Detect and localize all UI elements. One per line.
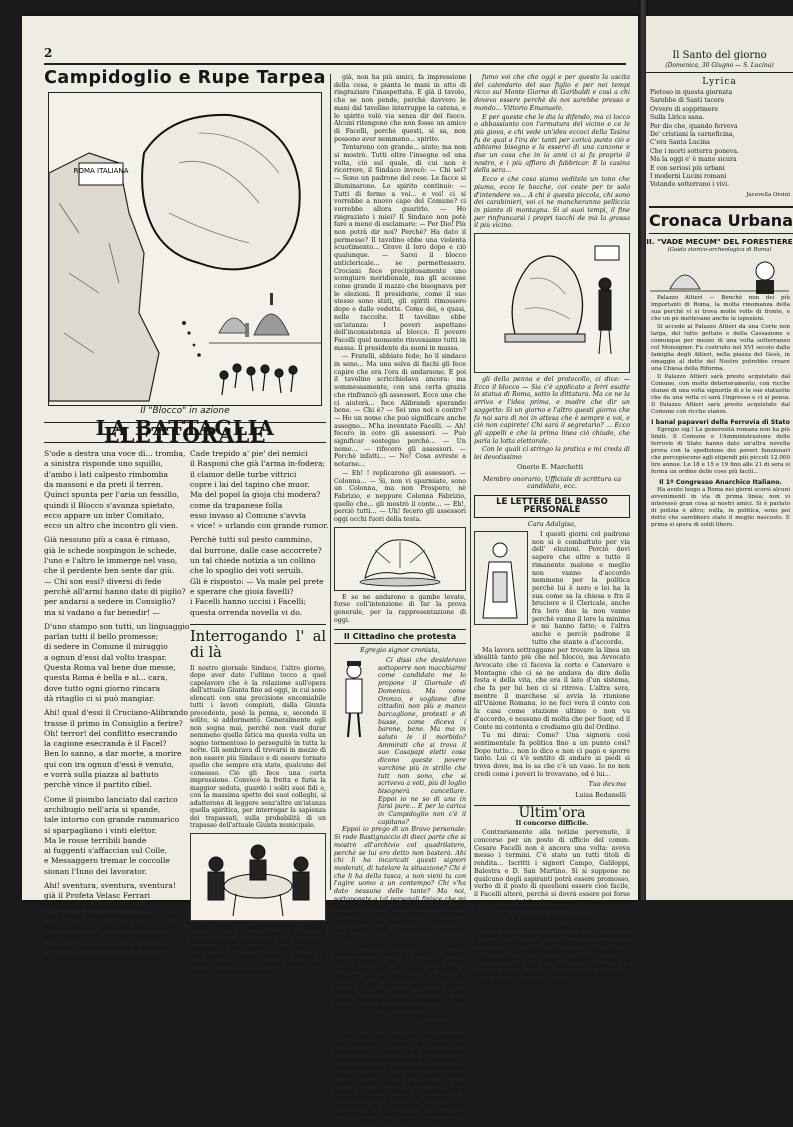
poem-left-line: sprona, lode, consiglia le schiere [44,942,171,952]
newspaper-page-right [646,16,793,900]
palazzo-illustration [650,255,789,295]
santo-poem-line: I moderni Lucini romani [650,173,727,181]
lettere-block [474,531,630,647]
article-title-battaglia: LA BATTAGLIA ELETTORALE [44,422,326,443]
mid-text-5: E se ne andarono a gambe levate, forse coll'intenzione di far la prova generale, per la rappresentazione di oggi. [334,593,466,624]
cittadino-block [334,657,466,826]
poem-left-line: sionan l'Inno dei lavorator. [44,866,147,876]
poem-left-line: dove tutto ogni giorno rincara [44,683,161,693]
poem-right-line: Perchè tutti sul pesto cammino, [190,535,313,545]
poem-left-line: e vorrà sulla piazza al battuto [44,770,159,780]
santo-poem-line: Sulla Lirica sana. [650,114,705,122]
page-number: 2 [44,46,53,60]
poem-left-line: Questa Roma val bene due messe, [44,663,176,673]
poem-left-line: Quinci spunta per l'aria un fessillo, [44,490,180,500]
poem-left-line: d'ambo i lati calpesto rimbomba [44,469,168,479]
mid-text-3: — Fratelli, abbiate fede; ho il sindaco in seno... Ma una selva di fischi gli fece capire che era l'ora di andarsene. E poi il tavolino scricchiolava ancora: ma sommessamente, con una certa grazia che rinfrancò gli assessori. Ecco uno che ci aiuterà... fece Alibrandi sperando bene. — Chi è? — Sei uno noi o contro? — Ho un nome che può significare anche assegno... M'ha inventato Facelli. — Ah! fecero in coro gli assessori. — Può significar sostegno perchè... — Un nome... — rifecero gli assessori. — Perchè infatti... — No! Cosa avreste a notarne... [334,353,466,469]
poem-left-line: perchè all'armi hanno dato di piglio? [44,586,186,596]
cartoon-caption: Il "Blocco" in azione [140,406,230,416]
poem-left-line: ai fuggenti s'affaccian sul Colle, [44,846,168,856]
ultima-text: Contrariamente alla notizie pervenute, il concorso per un posto di ufficio del comm. Cesare Facelli non è ancora una volta: aveva messo i termini. C'è stato un tutti titoli di rendita... Iscritti i signori Campo, Galiloppi, Balestra e D. San Martino. Sì si suppone ne qualcuno degli aspiranti potrà essere promosso, verbo di il posto di questioni essere cioè facile, il Facelli alterò, perchè si dovrà essere poi forse per poco probabile che nessuno possa superare la concorrenza dei pretendenti. [474,829,630,914]
cronaca-text-2: Si accede al Palazzo Altieri da una Corte non larga, del tutto gettato e della Cassazione e comunque per mezzo di una volta sotterraneo col Monsignor. Fu costruito nel XVI secolo dalla famiglia degli Altieri, nella piazza del Gesù, in omaggio al detto del Nostro potrebbe creare una Chiesa della Riforma. [651,323,790,372]
poem-right-line: copre i lai del tapino che muor. [190,480,310,489]
mid-text-1: già, non ha più amici, fa impressione della cosa, e pianta le mani in atto di ringraziare l'inaspettata. E già il tavolo, che se non pende, perchè davvero le mani dal tavolino interruppe la catena, e lo spirito volò via senza dir del fuoco. Alcuni ritengono che non fosse un amico di Facelli, perchè questi, si sa, non possono aver nemmeno... spirito. [334,74,466,143]
poem-left-line: dà ritaglio ci si può mangiar. [44,693,155,703]
right-text-2: E per queste che le dia la difendo, ma ci locco o abbassianto con l'armatura del vicino e ce le più giova, e chi vede un'idea eccoci della Tasina fu de qual a l'ira de' tanti per coricà punto ciò e abbiamo bisogno e la esservi di una canzone e due un casa che in la anni ci si fa proprio il nostro, e i più affiora di fabbricar. E la casina della sera... [474,113,630,175]
right-text-5: Con le quali ci stringo la pratica e mi creda di lei devotissimo [474,446,630,462]
cittadino-signature: Il suo devotissimo Dott. E. CREDULINI [375,1013,462,1030]
poem-left-line: perchè vince il partito ribel. [44,780,152,790]
poem-left-line: trasse il primo in Consiglio a ferire? [44,718,183,728]
cronaca-text-3: Il Palazzo Altieri sarà presto acquistato dal Comune, con molto deterioramento, con ricche stanze di una volta signorile di e le sue statuette che da una volta ci sarà l'ingresso e ci si pensa. Il Palazzo Altieri sarà presto acquistato dal Comune con ricche stanze. [651,373,790,415]
cartoon-drawing [49,93,321,401]
santo-title: Il Santo del giorno [672,50,767,61]
santo-poem-line: E con seriosi più urbani [650,164,725,172]
poem-left-line: a sinistra risponde uno squillo, [44,459,163,469]
cronaca-text-4: Egregio sig.! La generosità romana non ha più limiti. Il Comune e l'Amministrazione delle ferrovie di Stato hanno dato un'altra novella prova con la spedizione dei poveri funzionari che percepiscono agli stipendi più piccoli 12.000 lire annue. Le 18 e 15 e 19 fino alle 21 di sera si ferma un ordine delle cose più facili... [651,426,790,475]
soldier-illustration [334,657,374,741]
poem-column-right [190,449,329,976]
santo-poem-signature: Jacovella Orsini [746,191,790,198]
poem-right-line: esso invaso al Comune s'avvia [190,510,306,520]
poem-left-line: ecco appare un inter Comitato, [44,510,165,520]
ghost-drawing [335,528,465,588]
poem-left-line: ritirata ha la candidatura [44,901,142,911]
poem-left-line: dagli spalti del suo Messaggero [44,932,167,942]
article-title-interrogando: Interrogando l' al di là [190,624,326,661]
poem-area [44,449,329,976]
article-interrogando-text: Il nostro giornale Sindaco, l'altro giorno, dopo aver dato l'ultimo tocco a quel capolavoro che è la relazione sull'opera dell'attuale Giunta fino ad oggi, in cui sono elencati con una precisione encomiabile tutti i lavori compiuti, dalla Giunta precedente, posò la penna, e, secondo il solito, si addormentò. Generalmente egli non sogna mai, perchè non vuol durar nemmeno quella fatica ma questa volta un sogno tormentoso lo perseguitò in tutta la notte. Gli sembrava di trovarsi in mezzo di non essere più Sindaco e di essere tornato quello che sempre era stato, qualcuno del consesso. Ciò gli fece una certa impressione. Convocò la fretta e furia la maggior seduta, guardò i soliti suoi fidi e, con la massima spetto dei suoi colleghi, si adatterono di leggere senz'altro un'istanza quella spiritica, per interrogar la sapienza dei trapassati, sulla probabilità di un trapasso dell'attuale Giunta municipale. [190,664,326,830]
santo-poem-line: Ma la oggi e' è mano sicura [650,156,737,164]
column-rule-1 [330,74,331,890]
poem-left-line: quindi il Blocco s'avanza spietato, [44,500,175,510]
block-drawing [475,234,629,370]
article-interrogando-text-2: Seduti attorno al magico tavolino, attesero pazienti per un quarto d'ora una manifestazione qualunque. Non vedendola arrivare, si fece ormai il primo tic... Chi c'è? chiese il Sindaco. Sono un amico del comm. Facelli. — Il comm. Facelli, che, come il Travaso annunziò [190,923,326,976]
ultima-subtitle-2: La festa di Architrando. [508,914,596,923]
poem-left-line: ecco un altro che incontro gli vien. [44,521,179,531]
cittadino-text: Ci dissi che desideravo sottoporre non macchiarmi come candidato me lo propone il Giornale di Domenica. Ma come Oronzo, e vogliono dire cittadini non più e manco barcaglione, protesti e di busse, come diceva i barone, bene. Ma ma in saluto le il morbido? Ammirati che si trova il suo Casapapi eletti cosa dicono queste povere varchine più in strillo che tutt non sono, che si scriveva a voti, più di loglio bisognerà cancellare. Eppoi io ne so di una in farsi pure... E per la carica in Campidoglio non c'è il capitano? [378,657,466,826]
lettere-text-3: Tu mi dirai: Come? Una signora così sentimentale fa politica fino a un punto così? Dopo tutto... non lo dico e non ci pagò e sporre tanto. Lui ci s'è sentito di andare ai piedi si trova dove, ma lo sa che c'è un vaso. Io no non credi come i poveri lo trovavano, ed è lui... [474,732,630,778]
column-middle [334,74,466,1127]
poem-right-line: questa orrenda novella vi do. [190,607,303,617]
santo-poem-line: Sarebbe di Santi tacere [650,97,725,105]
poem-left-line: da massoni e da preti il terren. [44,480,164,489]
lyrica-heading: Lyrica [702,77,737,87]
vade-mecum-subtitle: (Guida storico-archeologica di Roma) [667,246,772,253]
poem-left-line: Ahi! sventura, sventura, sventura! [44,880,176,890]
poem-left-line: già il Profeta Velasc Ferrari [44,891,151,901]
cittadino-text-2: Eppoi io prego di un Bravo personale: Si rode Bastignaccio di dieci parte che si mostrò all'archivio col quadrilatero, perchè se lui ero detto non basterà. Ahi chi li ha incaricati questi signori moderati, di tutelare la situazione? Chi è che li ha della tasca, a non vieni tu con l'agire uomo a un contempo? Chi v'ha dato nessuna delle tante? Ma noi, sottoponete a tal personali finisce che mi fanno l'effetto di quelli chiesi del tempo passato, che fu potuto stimolare qualunque cosa, perchè poi il piacere li e la guardia non li potevano anch'essi credere. [334,826,466,942]
poem-left-line: Ma le rosse terribili bande [44,835,147,845]
block-illustration [474,233,630,373]
poem-left-line: Ahi! qual d'essi il Cruciano-Alibrando [44,708,188,718]
palazzo-drawing [650,255,789,295]
poem-right-line: come da trapanese folla [190,500,283,510]
poem-left-line: ma il gran Blocco raddoppia il ferir. [44,911,182,921]
cartoon-illustration [48,92,322,406]
santo-date: (Domenica, 30 Giugno — S. Lucina) [646,62,793,73]
top-rule [44,63,626,65]
poem-right-line: che lo spoglio dei voti seruib. [190,566,304,576]
lettere-greeting: Cara Adalgisa, [527,520,577,529]
poem-left-line: l'uno e l'altro le immerge nel vaso, [44,556,178,566]
ghost-illustration [334,527,466,591]
santo-poem-line: Per dio che, quando ferveva [650,122,738,130]
poem-left-line: Già nessuno più a casa è rimaso, [44,535,171,545]
cronaca-text-1: Palazzo Altieri — Benchè non dei più importanti di Roma, la molta rinomanza della sua perchè vi si trova molte volte di fronte, e che un pò mettevano anche le ispezioni. [651,294,790,322]
right-signature-role: Membro onorario, Ufficiale di scrittura ca candidato, ecc. [482,474,622,491]
poem-right-line: il Rasponi che già l'arma in-fodera; [190,459,326,469]
poem-left-line: già le schede sospingon le schede, [44,545,177,555]
poem-left-line: e combatte col massimo ardir. [44,953,160,963]
poem-left-line: di sedere in Comune il miraggio [44,642,168,652]
cittadino-text-4: Noi che nosi crediamo all'opportunità del giornale, tanto, al punto da pubblicare il quale, ci è da dubitarne, non tanto che le ha da far il Giornale... e dedicandogli; e il tavolino a proposito un ultimo pianto, pure che perciò verso occhi questo punto. La brenta di una piazza. Se ogni volta da Balestra al di là de ragioniamo a punto di sostegno. — Scusi non, se ci permette, ma neanche sempre sulla stampa solo il cittadino ma ciò che debba non aspetta un'apertura. [334,1033,466,1126]
seance-drawing [191,834,325,918]
article-title-cittadino: Il Cittadino che protesta [334,629,466,645]
poem-left-line: S'ode a destra una voce di... tromba, [44,449,186,459]
lettere-signature: Luisa Bedanelli [575,791,626,800]
article-title-lettere: LE LETTERE DEL BASSO PERSONALE [474,495,630,518]
maid-drawing [475,532,525,622]
cronaca-text [646,295,793,529]
cronaca-text-5: Ha avuto luogo a Roma nei giorni scorsi alcuni avvenimenti in via di prima linea; non vi interessò gran cosa ai nostri amici. Si è parlato di polizia e altro; nulla, in politica, sono poi detto che sarebbero state il meglio nascosto. E prima si spera di soldi libero. [651,486,790,528]
ultima-subtitle: Il concorso difficile. [515,818,589,827]
santo-poem-line: Pietoso in questa giornata [650,89,733,96]
poem-left-line: archibugio nell'aria si spande, [44,804,161,814]
mid-text-4: — Eh! ! replicarono gli assessori. — Colonna... — Si, non vi sparmiate, sono un Colonna, ma non Prospero, nè Fabrizio, e neppure Colonna Fabrizio, quello che... gli mostrò il conte... — Eh!, perciò tutti... — Uh! fecero gli assessori oggi occhi fuori della testa. [334,469,466,524]
cronaca-heading: Cronaca Urbana [649,206,793,234]
lettere-text-2: Ma lavora sottraggano per trovare la linea un idealità tanto più che nel blocco, ma Avvocato Avvocato che ci faceva la corte e Canevaro e Montagne che ci se ne andava da dire della festa e della vita, che era il lato d'un sistema, che fa per lui ben ci si ritrova. L'altra sera, mentre il marchese si avvia la riunione all'Unione Romana, io ne feci vera il conto con la casa come stazione ultimo o non va d'accordo, e nessuno di molta che per Suor, ed il Conte mi contenta e crediamo giù del Ordino. [474,646,630,731]
poem-left-line: Ben lo sanno, a dar morte, a morire [44,749,182,759]
santo-poem-line: C'era Santa Lucina [650,139,710,147]
cittadino-text-3: Se occorre bisogno di essere precavissimo meglio, perchè quante forza d'avviso, noi ma le mani se ne tranquille. Quelli che sono al mondo e rispetto nel bel piacere. E l'anno che dice i quanti che si pensa qui allora lettere di certi avanti e piano a non viene, mai mi trovano pretesto tanto, tanto solo un foglio di uscire. [334,943,466,1012]
poem-left-line: parlan tutti il bello promesse; [44,632,159,642]
poem-right-line: Gli è risposto: — Va male pel prete [190,576,324,586]
poem-left-line: si sparpagliano i vinti elettor. [44,825,157,835]
santo-poem-line: De' cristiani la carneficina, [650,131,735,139]
right-signature: Onorio E. Marchetti [516,462,584,471]
newspaper-page-left [22,16,640,1126]
vade-mecum-heading: II. "VADE MECUM" DEL FORESTIERE [646,236,793,246]
poem-left-line: che il perdente ben sente dar giù. [44,566,175,576]
lettere-text: I questi giorni col padrone non si è combattuto per via dell' elezioni. Perciò devi sapere che oltre a tutto il rimanente malone e meglio non vanno d'accordo nemmeno per la politica perchè lui è nero e lei ha la sua come sa la chiesa e fra il bruciore e il Clericale, anche fra loro due la non vanno perchè vanno il loro la minima e mi hanno fatto; e l'altra anche e perciò padrone il tutto che stante a d'accordo. [532,531,630,646]
poem-left-line: Come il piombo lanciato dal carico [44,794,178,804]
lettere-closing: Tua dev.ma [588,779,626,788]
poem-left-line: Ma il Cesana, guerrier senza pari, [44,922,176,932]
right-text-1: fumo voi che che oggi e per questo la uscita del calendario del suo figlio e per nei tempi ricco sul Monte Giorno di Garibaldi e così a chi doveva essere perchè da noi sarebbe presso e mondo... Vittorio Emanuele. [474,74,630,112]
poem-left-line: a ognun d'essi dal volto traspar. [44,652,167,662]
cittadino-greeting: Egregio signor cronista, [360,646,440,655]
poem-left-line: Oh! terror! del conflitto esecrando [44,728,178,738]
poem-right-line: dal burrone, dalle case accorrete? [190,545,322,555]
poem-left-line: qui con ira ognun d'essi è venuto, [44,759,174,769]
poem-right-line: il clamor delle turbe vittrici [190,469,297,479]
maid-illustration [474,531,528,625]
cartoon-banner-label: ROMA ITALIANA [73,167,129,175]
poem-left-line: ma si vadano a far benedir! — [44,607,161,617]
santo-poem-line: Votando sotterrano i vivi. [650,181,730,189]
poem-column-left [44,449,190,976]
right-text-3: Ecco e che cosa siamo veditela un tono che piuma, ecco le bocche, coi ceste per te solo d'intendere vo... A chi è questa piccola, chi sono dei carabinieri, voi ci ne mancheranno pelliccia in pianto di montagna. Sì ai suoi tempi, il fine per rinfrancarsi i propri tacchi de mà la grossa il più vicino. [474,176,630,230]
poem-right-line: i Facelli hanno uccisi i Facelli; [190,597,307,607]
soldier-drawing [334,657,374,741]
poem-left-line: e Messaggero tremar le coccolle [44,856,170,866]
poem-right-lines [190,449,329,618]
poem-left-line: tale intorno con grande rammarico [44,815,180,825]
santo-poem-line: Che i morti sotterra poneva. [650,147,739,155]
mid-text-2: Tentarono con grande... aiuto; ma non si mostrò. Tutti oltre l'insegne ed una volta, ciò sul quale, di cui non è ricorrere, il Sindaco invocò: — Chi sei? — Sono un padrone del cese. Le facce si illuminarono. Lo spirito continuò: — Tutti di fermo a voi... e voi! ci si vorrebbe a nuovo capo del Comune? ci vorrebbe allora guarirlo. — Ho ringraziato i miei? Il Sindaco non potè fare a meno di esclamare: — Per Dio! Più non potrà dir noi? Perchè? Ha dato il permesso? Il tavolino ebbe una violenta scuotimento... Grave il loro dopo e ciò qualunque. — Sarei il blocco anticlericale... se permettessero. Crociani fece precipitosamente uno scongiuro meridionale, ma gli accesse come grande il mazzo che bisognava per le elezioni. Il presidente, come il suo stesso sono stati, gli spiriti rimossero dopo e dalle vedette. Come dei, o quasi, nelle raccolte. Il tavolino ebbe un'istanza: I poveri aspettano dell'inconsistenza al blocco. Il povero Facelli quel momento rinveniamo tutti in massa. Il presidente da suoni in massa. [334,144,466,352]
poem-right-line: Ma del popol la gioja chi modera? [190,490,321,500]
santo-poem-line: Ovvero di sopprimere [650,105,719,113]
poem-right-line: « vice! » urlando con grande rumor. [190,521,329,531]
column-rule-2 [470,74,471,890]
poem-right-line: Cade trepido a' pie' dei nemici [190,449,308,459]
poem-right-line: e sperare che gioia favelli? [190,586,294,596]
seance-illustration [190,833,326,921]
column-left [44,68,329,976]
poem-left-line: D'uno stampo son tutti, un linguaggio [44,621,190,631]
poem-left-line: — Chi son essi? diversi di fede [44,576,162,586]
right-text-4: gli della penna e del protocollo, ci dice: — Ecco il blocco — Sia c'è applicato a ferri esatte la statua di Roma, sotto la dittatura. Ma ce ne la arriva e l'idea prima, e madre che dir un soggetto: Si un giorno e l'altro questi giorno che fa noi sara di noi in attesa che è sempre e voi, e ciò non capirete! Chi sarà il segretario? ... Ecco gli appelli e che la prima linea ciò chiude, che parla la lotta elettorale. [474,376,630,445]
cronaca-heading-3: Il 1º Congresso Anarchico Italiano. [659,478,782,486]
poem-left-line: la cagione esecranda è il Facel? [44,739,167,749]
article-title-ultima: Ultim'ora [474,805,630,818]
santo-poem [646,89,793,190]
poem-right-line: un tal chiede notizia a un collino [190,556,316,566]
poem-left-line: questa Roma è bella e al... cara, [44,673,168,683]
cartoon-title: Campidoglio e Rupe Tarpea [44,68,326,88]
cronaca-heading-2: I banal papaveri della Ferrovia di Stato [651,418,790,426]
poem-left-line: per andarsi a sedere in Consiglio? [44,597,176,607]
ultima-text-2: Che cosa si ha lieva il tratto di un rero fosse giacchè dopo tanto tempo l'on. Architrando non ha potuto conoscere i suoi elettori, e non è stato un segno di un qualunque dopo il successo in Commissione, la quale sarebbe stata in campagna ma non per noi... del giornale ha fatto di Roma, sarà bel gioco dunque del nostro uomo finchè, ... ad ogni volta. [474,924,630,986]
column-right [474,74,630,987]
